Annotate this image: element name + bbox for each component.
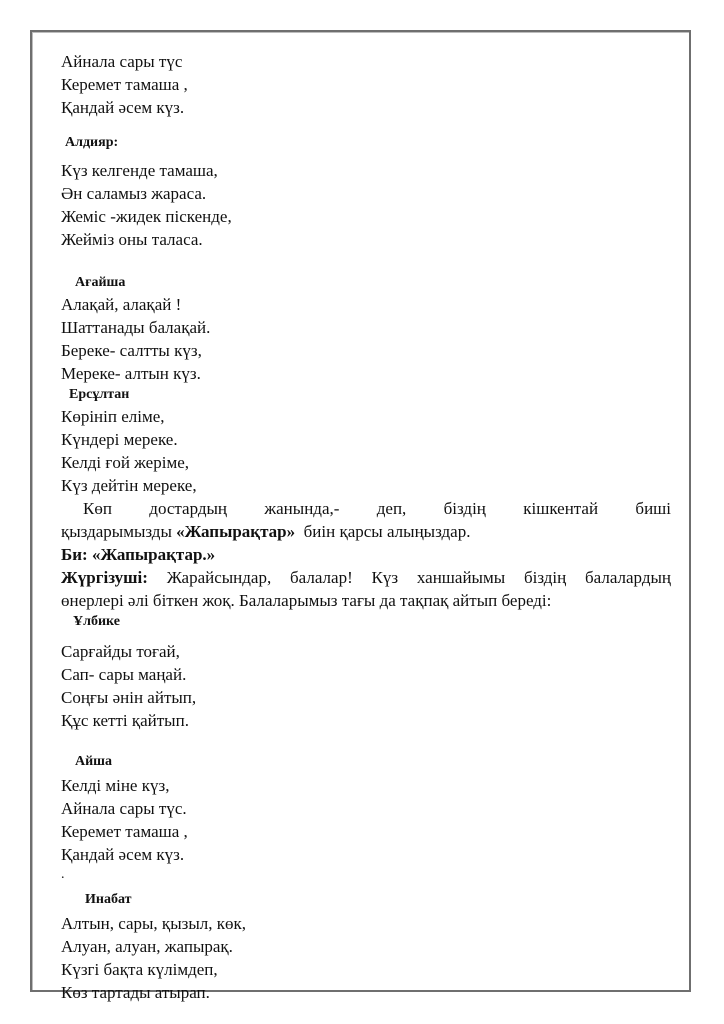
paragraph-line: Көп достардың жанында,- деп, біздің кішкентай биші [83, 499, 671, 518]
verse-line: Келді міне күз, [61, 776, 170, 795]
document-content [61, 50, 671, 1004]
verse-block-6 [61, 774, 671, 866]
verse-line: Құс кетті қайтып. [61, 711, 189, 730]
verse-block-1 [61, 50, 671, 119]
speaker-name: Алдияр: [65, 135, 119, 150]
verse-block-4 [61, 405, 671, 497]
verse-line: Соңғы әнін айтып, [61, 688, 197, 707]
verse-line: Алақай, алақай ! [61, 295, 182, 314]
paragraph-text: Жарайсындар, балалар! Күз ханшайымы біздің балалардың [147, 568, 671, 587]
paragraph-text: биін қарсы алыңыздар. [295, 522, 471, 541]
paragraph-line: өнерлері әлі біткен жоқ. Балаларымыз тағы да тақпақ айтып береді: [61, 591, 552, 610]
verse-line: Керемет тамаша , [61, 75, 188, 94]
verse-line: Күндері мереке. [61, 430, 178, 449]
dance-name-bold: «Жапырақтар» [176, 522, 296, 541]
paragraph-intro [61, 497, 671, 543]
verse-line: Сарғайды тоғай, [61, 642, 180, 661]
speaker-name: Ерсұлтан [69, 387, 130, 402]
verse-line: Алуан, алуан, жапырақ. [61, 937, 233, 956]
verse-line: Айнала сары түс. [61, 799, 187, 818]
verse-line: Жеміс -жидек піскенде, [61, 207, 232, 226]
verse-line: Керемет тамаша , [61, 822, 188, 841]
verse-block-7 [61, 912, 671, 1004]
speaker-name: Инабат [85, 892, 132, 907]
paragraph-line [61, 566, 671, 589]
dance-title: Би: «Жапырақтар.» [61, 545, 216, 564]
verse-line: Шаттанады балақай. [61, 318, 211, 337]
verse-line: Ән саламыз жараса. [61, 184, 207, 203]
paragraph-line [61, 520, 671, 543]
host-label: Жүргізуші: [61, 568, 148, 587]
verse-line: Қандай әсем күз. [61, 98, 185, 117]
verse-line: Келді ғой жеріме, [61, 453, 190, 472]
verse-block-5 [61, 640, 671, 732]
verse-line: Алтын, сары, қызыл, көк, [61, 914, 246, 933]
verse-line: Береке- салтты күз, [61, 341, 202, 360]
verse-line: Күз келгенде тамаша, [61, 161, 218, 180]
verse-line: Күзгі бақта күлімдеп, [61, 960, 218, 979]
verse-line: Жейміз оны таласа. [61, 230, 203, 249]
speaker-name: Ұлбике [73, 614, 120, 629]
paragraph-text: қыздарымызды [61, 522, 177, 541]
speaker-name: Айша [75, 754, 112, 769]
verse-line: Көз тартады атырап. [61, 983, 210, 1002]
paragraph-host [61, 566, 671, 612]
verse-line: Көрініп еліме, [61, 407, 165, 426]
speaker-name: Ағайша [75, 275, 126, 290]
verse-line: Айнала сары түс [61, 52, 183, 71]
verse-block-3 [61, 293, 671, 385]
verse-line: Мереке- алтын күз. [61, 364, 201, 383]
verse-line: Күз дейтін мереке, [61, 476, 197, 495]
verse-line: Сап- сары маңай. [61, 665, 187, 684]
verse-block-2 [61, 159, 671, 251]
stray-dot: . [61, 867, 65, 882]
verse-line: Қандай әсем күз. [61, 845, 185, 864]
